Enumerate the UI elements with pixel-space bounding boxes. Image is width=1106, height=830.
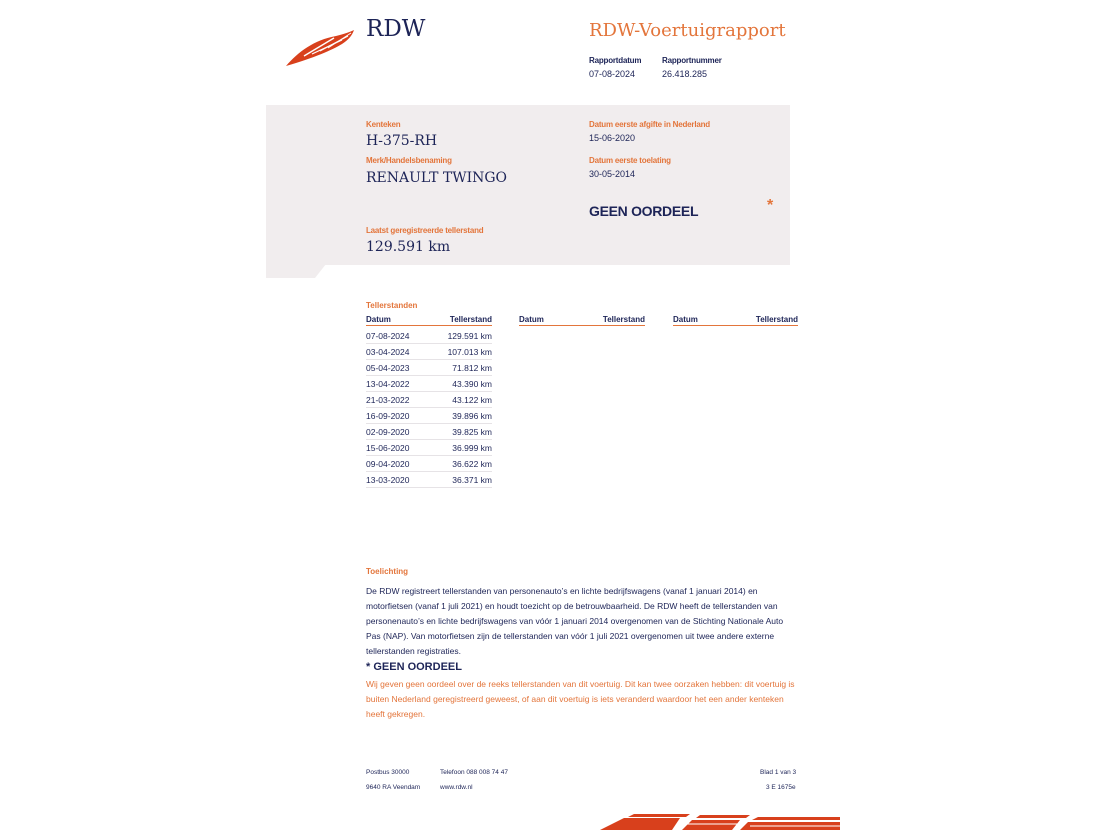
make-label: Merk/Handelsbenaming [366, 156, 452, 165]
table-row [366, 328, 492, 344]
verdict-text: GEEN OORDEEL [589, 203, 699, 219]
table-row [366, 360, 492, 376]
row-value: 36.371 km [452, 474, 492, 485]
table-row [366, 408, 492, 424]
row-value: 129.591 km [447, 330, 492, 341]
brand-name: RDW [366, 16, 426, 42]
row-date: 02-09-2020 [366, 426, 410, 437]
row-date: 09-04-2020 [366, 458, 410, 469]
footer-address-2: 9640 RA Veendam [366, 784, 421, 791]
report-number: 26.418.285 [662, 69, 708, 79]
report-number-label: Rapportnummer [662, 56, 722, 65]
first-nl-value: 15-06-2020 [589, 133, 636, 143]
row-date: 15-06-2020 [366, 442, 410, 453]
last-odometer-label: Laatst geregistreerde tellerstand [366, 226, 484, 235]
verdict-explanation-title: * GEEN OORDEEL [366, 661, 462, 673]
report-title: RDW-Voertuigrapport [589, 20, 786, 41]
row-value: 36.999 km [452, 442, 492, 453]
row-date: 03-04-2024 [366, 346, 410, 357]
table-row [366, 472, 492, 488]
make-value: RENAULT TWINGO [366, 170, 508, 186]
vehicle-info-panel [266, 105, 790, 265]
col-value-header: Tellerstand [449, 315, 492, 324]
table-row [366, 344, 492, 360]
row-value: 36.622 km [452, 458, 492, 469]
rdw-logo-icon [284, 28, 356, 70]
footer-code: 3 E 1675e [766, 784, 796, 791]
plate-value: H-375-RH [366, 133, 438, 149]
odometer-table-title: Tellerstanden [366, 301, 418, 310]
footer-stripes-decoration [600, 814, 840, 830]
row-date: 16-09-2020 [366, 410, 410, 421]
last-odometer-value: 129.591 km [366, 239, 451, 255]
col-date-header: Datum [673, 315, 698, 324]
odometer-col-header-1 [366, 315, 492, 326]
verdict-marker: * [767, 197, 774, 214]
odometer-rows [366, 328, 492, 488]
first-nl-label: Datum eerste afgifte in Nederland [589, 120, 710, 129]
odometer-col-header-3 [673, 315, 798, 326]
footer-phone: Telefoon 088 008 74 47 [440, 769, 508, 776]
row-value: 43.390 km [452, 378, 492, 389]
verdict-explanation-text: Wij geven geen oordeel over de reeks tellerstanden van dit voertuig. Dit kan twee oorzaken hebben: dit voertuig is buiten Nederland geregistreerd geweest, of aan dit voertuig is iets veranderd waardoor het een ander kenteken heeft gekregen. [366, 679, 795, 719]
row-value: 39.896 km [452, 410, 492, 421]
first-admission-label: Datum eerste toelating [589, 156, 671, 165]
col-value-header: Tellerstand [755, 315, 798, 324]
col-value-header: Tellerstand [602, 315, 645, 324]
col-date-header: Datum [366, 315, 391, 324]
explanation-title: Toelichting [366, 567, 409, 576]
plate-label: Kenteken [366, 120, 401, 129]
table-row [366, 392, 492, 408]
footer-page: Blad 1 van 3 [760, 769, 797, 776]
row-date: 13-04-2022 [366, 378, 410, 389]
report-date: 07-08-2024 [589, 69, 636, 79]
footer-address-1: Postbus 30000 [366, 769, 410, 776]
row-value: 107.013 km [447, 346, 492, 357]
row-date: 07-08-2024 [366, 330, 410, 341]
row-date: 13-03-2020 [366, 474, 410, 485]
col-date-header: Datum [519, 315, 544, 324]
explanation-text: De RDW registreert tellerstanden van personenauto’s en lichte bedrijfswagens (vanaf 1 januari 2014) en motorfietsen (vanaf 1 juli 2021) en houdt toezicht op de betrouwbaarheid. De RDW heeft de tellerstanden van personenauto’s en lichte bedrijfswagens van vóór 1 januari 2014 overgenomen van de Stichting Nationale Auto Pas (NAP). Van motorfietsen zijn de tellerstanden van vóór 1 juli 2021 overgenomen uit twee andere externe tellerstanden registraties. [366, 586, 784, 656]
row-date: 21-03-2022 [366, 394, 410, 405]
panel-notch-shape [266, 264, 326, 278]
row-value: 39.825 km [452, 426, 492, 437]
row-value: 71.812 km [452, 362, 492, 373]
report-date-label: Rapportdatum [589, 56, 642, 65]
odometer-col-header-2 [519, 315, 645, 326]
table-row [366, 376, 492, 392]
first-admission-value: 30-05-2014 [589, 169, 636, 179]
table-row [366, 456, 492, 472]
table-row [366, 424, 492, 440]
table-row [366, 440, 492, 456]
row-date: 05-04-2023 [366, 362, 410, 373]
footer-website: www.rdw.nl [440, 784, 473, 791]
row-value: 43.122 km [452, 394, 492, 405]
